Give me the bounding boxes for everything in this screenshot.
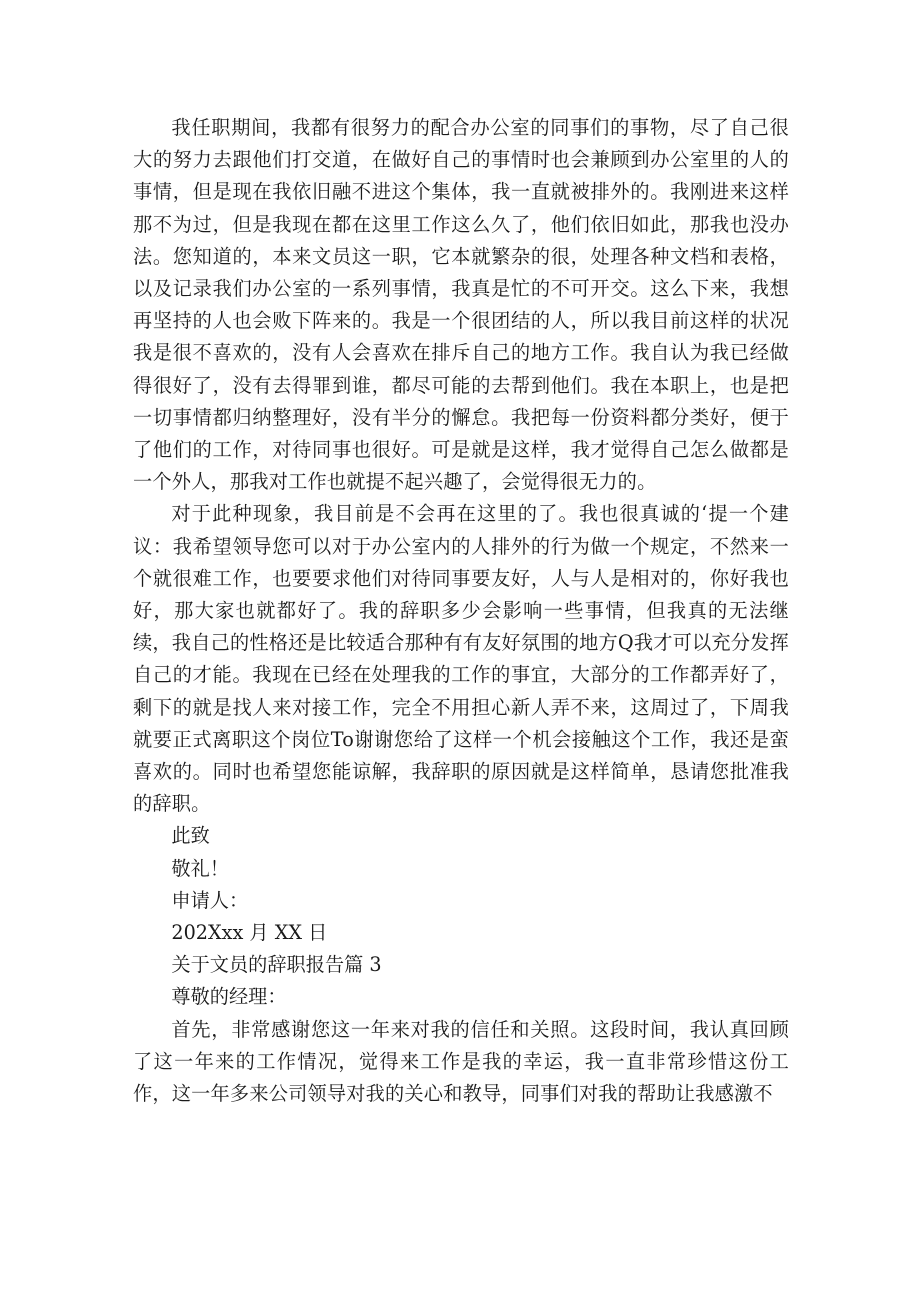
- paragraph-workplace-exclusion: 我任职期间，我都有很努力的配合办公室的同事们的事物，尽了自己很大的努力去跟他们打交道，在做好自己的事情时也会兼顾到办公室里的人的事情，但是现在我依旧融不进这个集体，我一直就被排外的。我刚进来这样那不为过，但是我现在都在这里工作这么久了，他们依旧如此，那我也没办法。您知道的，本来文员这一职，它本就繁杂的很，处理各种文档和表格，以及记录我们办公室的一系列事情，我真是忙的不可开交。这么下来，我想再坚持的人也会败下阵来的。我是一个很团结的人，所以我目前这样的状况我是很不喜欢的，没有人会喜欢在排斥自己的地方工作。我自认为我已经做得很好了，没有去得罪到谁，都尽可能的去帮到他们。我在本职上，也是把一切事情都归纳整理好，没有半分的懈怠。我把每一份资料都分类好，便于了他们的工作，对待同事也很好。可是就是这样，我才觉得自己怎么做都是一个外人，那我对工作也就提不起兴趣了，会觉得很无力的。: [133, 116, 789, 494]
- greeting-text: 尊敬的经理：: [171, 985, 287, 1009]
- paragraph-suggestion-and-resignation: 对于此种现象，我目前是不会再在这里的了。我也很真诚的‘提一个建议：我希望领导您可以对于办公室内的人排外的行为做一个规定，不然来一个就很难工作，也要要求他们对待同事要友好，人与人是相对的，你好我也好，那大家也就都好了。我的辞职多少会影响一些事情，但我真的无法继续，我自己的性格还是比较适合那种有有友好氛围的地方Q我才可以充分发挥自己的才能。我现在已经在处理我的工作的事宜，大部分的工作都弄好了，剩下的就是找人来对接工作，完全不用担心新人弄不来，这周过了，下周我就要正式离职这个岗位To谢谢您给了这样一个机会接触这个工作，我还是蛮喜欢的。同时也希望您能谅解，我辞职的原因就是这样简单，恳请您批准我的辞职。: [133, 502, 789, 816]
- applicant-label: 申请人：: [171, 888, 249, 912]
- salute-text: 敬礼！: [171, 856, 229, 880]
- date-text: 202Xxx 月 XX 日: [171, 921, 328, 945]
- section-title: 关于文员的辞职报告篇 3: [171, 953, 382, 977]
- closing-text: 此致: [171, 824, 210, 848]
- document-body: [133, 112, 789, 1110]
- paragraph-gratitude: 首先，非常感谢您这一年来对我的信任和关照。这段时间，我认真回顾了这一年来的工作情况，觉得来工作是我的幸运，我一直非常珍惜这份工作，这一年多来公司领导对我的关心和教导，同事们对我的帮助让我感激不: [133, 1017, 789, 1106]
